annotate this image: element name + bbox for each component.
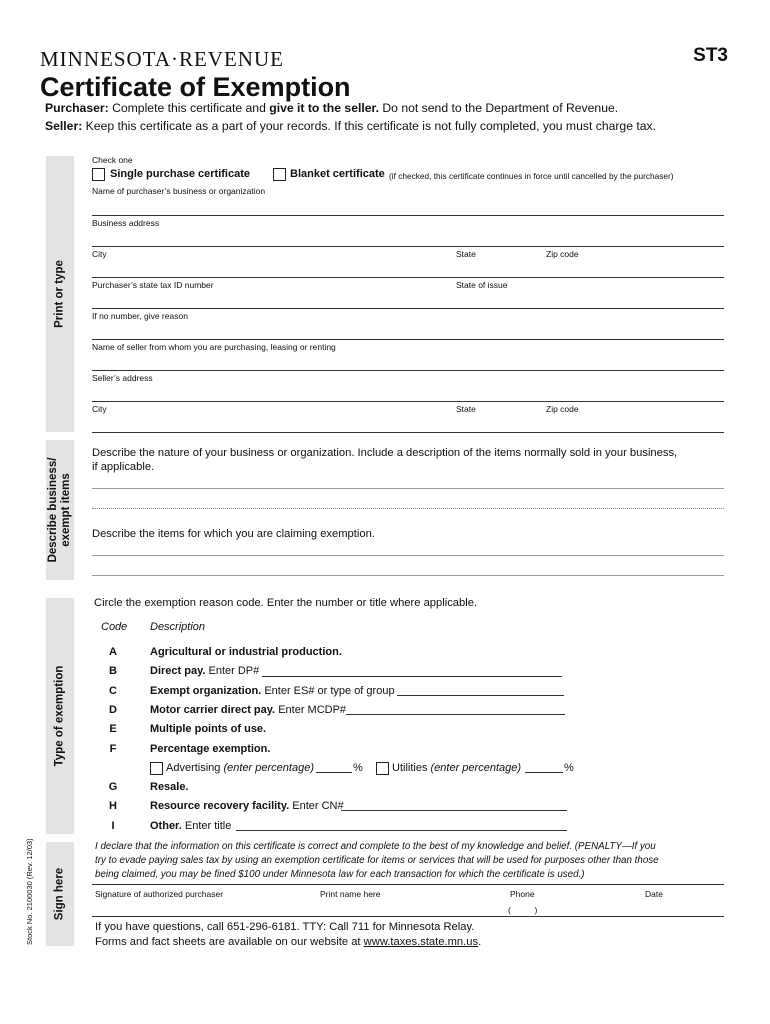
desc-b: [150, 665, 259, 677]
es-number-field[interactable]: [397, 695, 564, 696]
seller-city-label: City: [92, 404, 107, 414]
seller-state-label: State: [456, 404, 476, 414]
website-link[interactable]: www.taxes.state.mn.us: [363, 936, 479, 948]
sidebar-label: [47, 458, 73, 563]
signature-top-rule: [92, 884, 724, 885]
seller-label: Seller:: [45, 119, 83, 133]
seller-address-label: Seller’s address: [92, 373, 153, 383]
desc-d: [150, 704, 346, 716]
signature-bottom-rule: [92, 916, 724, 917]
sidebar-label: Type of exemption: [53, 665, 66, 767]
items-description: Describe the items for which you are claiming exemption.: [92, 528, 375, 540]
sidebar-label-line2: exempt items: [60, 473, 72, 547]
forms-text: [95, 936, 481, 948]
check-one-label: Check one: [92, 155, 133, 165]
sidebar-type-of-exemption: [46, 598, 74, 834]
desc-g: [150, 781, 189, 793]
desc-g-title: Resale.: [150, 781, 189, 793]
desc-h: [150, 800, 344, 812]
declaration-line1: I declare that the information on this certificate is correct and complete to the best of my knowledge and belief. (PENALTY—If you: [95, 841, 656, 852]
blanket-note: (if checked, this certificate continues in force until cancelled by the purchaser): [389, 171, 674, 181]
tax-id-label: Purchaser’s state tax ID number: [92, 280, 214, 290]
desc-b-title: Direct pay.: [150, 665, 206, 677]
sidebar-label: Sign here: [53, 867, 66, 921]
purchaser-text-2: Do not send to the Department of Revenue.: [382, 101, 619, 115]
desc-i: [150, 820, 231, 832]
desc-c-title: Exempt organization.: [150, 685, 262, 697]
desc-e-title: Multiple points of use.: [150, 723, 267, 735]
utilities-note: (enter percentage): [430, 762, 522, 774]
nature-description-line2: if applicable.: [92, 461, 155, 473]
desc-h-title: Resource recovery facility.: [150, 800, 290, 812]
advertising-note: (enter percentage): [223, 762, 314, 774]
desc-h-extra: Enter CN#: [292, 800, 344, 812]
utilities-checkbox[interactable]: [376, 762, 389, 775]
desc-b-extra: Enter DP#: [208, 665, 260, 677]
no-number-field[interactable]: [92, 339, 724, 340]
advertising-percent-sign: %: [353, 762, 363, 774]
form-number: ST3: [693, 45, 728, 66]
sidebar-sign-here: [46, 842, 74, 946]
utilities-label: [392, 762, 521, 774]
dp-number-field[interactable]: [262, 676, 562, 677]
advertising-checkbox[interactable]: [150, 762, 163, 775]
tax-id-field[interactable]: [92, 308, 724, 309]
items-field-line1[interactable]: [92, 555, 724, 556]
code-i[interactable]: I: [111, 820, 115, 832]
purchaser-name-label: Name of purchaser’s business or organization: [92, 186, 266, 196]
signature-label: Signature of authorized purchaser: [95, 889, 224, 899]
single-purchase-label: Single purchase certificate: [110, 168, 250, 180]
sidebar-print-or-type: [46, 156, 74, 432]
declaration-line3: being claimed, you may be fined $100 under Minnesota law for each transaction for which the certificate is used.): [95, 869, 585, 880]
code-g[interactable]: G: [108, 781, 118, 793]
desc-c: [150, 685, 395, 697]
desc-f: [150, 743, 270, 755]
forms-text-prefix: Forms and fact sheets are available on our website at: [95, 936, 361, 948]
desc-e: [150, 723, 266, 735]
code-b[interactable]: B: [109, 665, 117, 677]
desc-a: [150, 646, 342, 658]
blanket-checkbox[interactable]: [273, 168, 286, 181]
seller-name-label: Name of seller from whom you are purchasing, leasing or renting: [92, 342, 336, 352]
state-of-issue-label: State of issue: [456, 280, 508, 290]
code-f[interactable]: F: [109, 743, 117, 755]
code-e[interactable]: E: [109, 723, 117, 735]
desc-d-title: Motor carrier direct pay.: [150, 704, 276, 716]
utilities-percent-field[interactable]: [525, 772, 563, 773]
desc-f-title: Percentage exemption.: [150, 743, 271, 755]
page-title: Certificate of Exemption: [40, 72, 351, 102]
advertising-percent-field[interactable]: [316, 772, 352, 773]
nature-description-line1: Describe the nature of your business or organization. Include a description of the items normally sold in your business,: [92, 447, 678, 459]
business-address-label: Business address: [92, 218, 160, 228]
sidebar-label: Print or type: [53, 260, 66, 328]
code-a[interactable]: A: [109, 646, 117, 658]
stock-number: Stock No. 2100030 (Rev. 12/03): [25, 838, 34, 945]
seller-text: Keep this certificate as a part of your records. If this certificate is not fully completed, you must charge tax.: [85, 119, 657, 133]
purchaser-bold: give it to the seller.: [269, 101, 379, 115]
desc-i-extra: Enter title: [184, 820, 232, 832]
date-label: Date: [645, 889, 663, 899]
desc-a-title: Agricultural or industrial production.: [150, 646, 342, 658]
code-c[interactable]: C: [109, 685, 117, 697]
exemption-instruction: Circle the exemption reason code. Enter the number or title where applicable.: [94, 597, 478, 609]
other-title-field[interactable]: [236, 830, 567, 831]
items-field-line2[interactable]: [92, 575, 724, 576]
desc-d-extra: Enter MCDP#: [278, 704, 347, 716]
utilities-percent-sign: %: [564, 762, 574, 774]
single-purchase-checkbox[interactable]: [92, 168, 105, 181]
code-header: Code: [101, 621, 128, 633]
purchaser-label: Purchaser:: [45, 101, 109, 115]
utilities-text: Utilities: [392, 762, 428, 774]
cn-number-field[interactable]: [341, 810, 567, 811]
no-number-label: If no number, give reason: [92, 311, 188, 321]
mcdp-number-field[interactable]: [346, 714, 565, 715]
questions-text: If you have questions, call 651-296-6181. TTY: Call 711 for Minnesota Relay.: [95, 921, 475, 933]
declaration-line2: try to evade paying sales tax by using an exemption certificate for items or services that will be used for purposes other than those: [95, 855, 659, 866]
purchaser-name-field[interactable]: [92, 215, 724, 216]
sidebar-describe: [46, 440, 74, 580]
nature-field-line1[interactable]: [92, 488, 724, 489]
seller-zip-label: Zip code: [546, 404, 579, 414]
seller-name-field[interactable]: [92, 370, 724, 371]
code-d[interactable]: D: [109, 704, 117, 716]
sidebar-label-line1: Describe business/: [47, 457, 59, 563]
description-header: Description: [150, 621, 206, 633]
purchaser-text-1: Complete this certificate and: [112, 101, 266, 115]
seller-city-state-zip-field[interactable]: [92, 432, 724, 433]
seller-address-field[interactable]: [92, 401, 724, 402]
phone-label: Phone: [510, 889, 535, 899]
print-name-label: Print name here: [320, 889, 381, 899]
zip-label: Zip code: [546, 249, 579, 259]
business-address-field[interactable]: [92, 246, 724, 247]
desc-i-title: Other.: [150, 820, 182, 832]
desc-c-extra: Enter ES# or type of group: [264, 685, 395, 697]
nature-field-line2[interactable]: [92, 508, 724, 509]
forms-text-period: .: [478, 936, 482, 948]
city-label: City: [92, 249, 107, 259]
state-label: State: [456, 249, 476, 259]
city-state-zip-field[interactable]: [92, 277, 724, 278]
phone-area-code[interactable]: ( ): [508, 905, 538, 915]
agency-logo: MINNESOTA·REVENUE: [40, 47, 284, 71]
code-h[interactable]: H: [109, 800, 117, 812]
advertising-label: [166, 762, 314, 774]
seller-instruction: [45, 119, 656, 133]
purchaser-instruction: [45, 101, 618, 115]
blanket-label: Blanket certificate: [290, 168, 385, 180]
advertising-text: Advertising: [166, 762, 221, 774]
